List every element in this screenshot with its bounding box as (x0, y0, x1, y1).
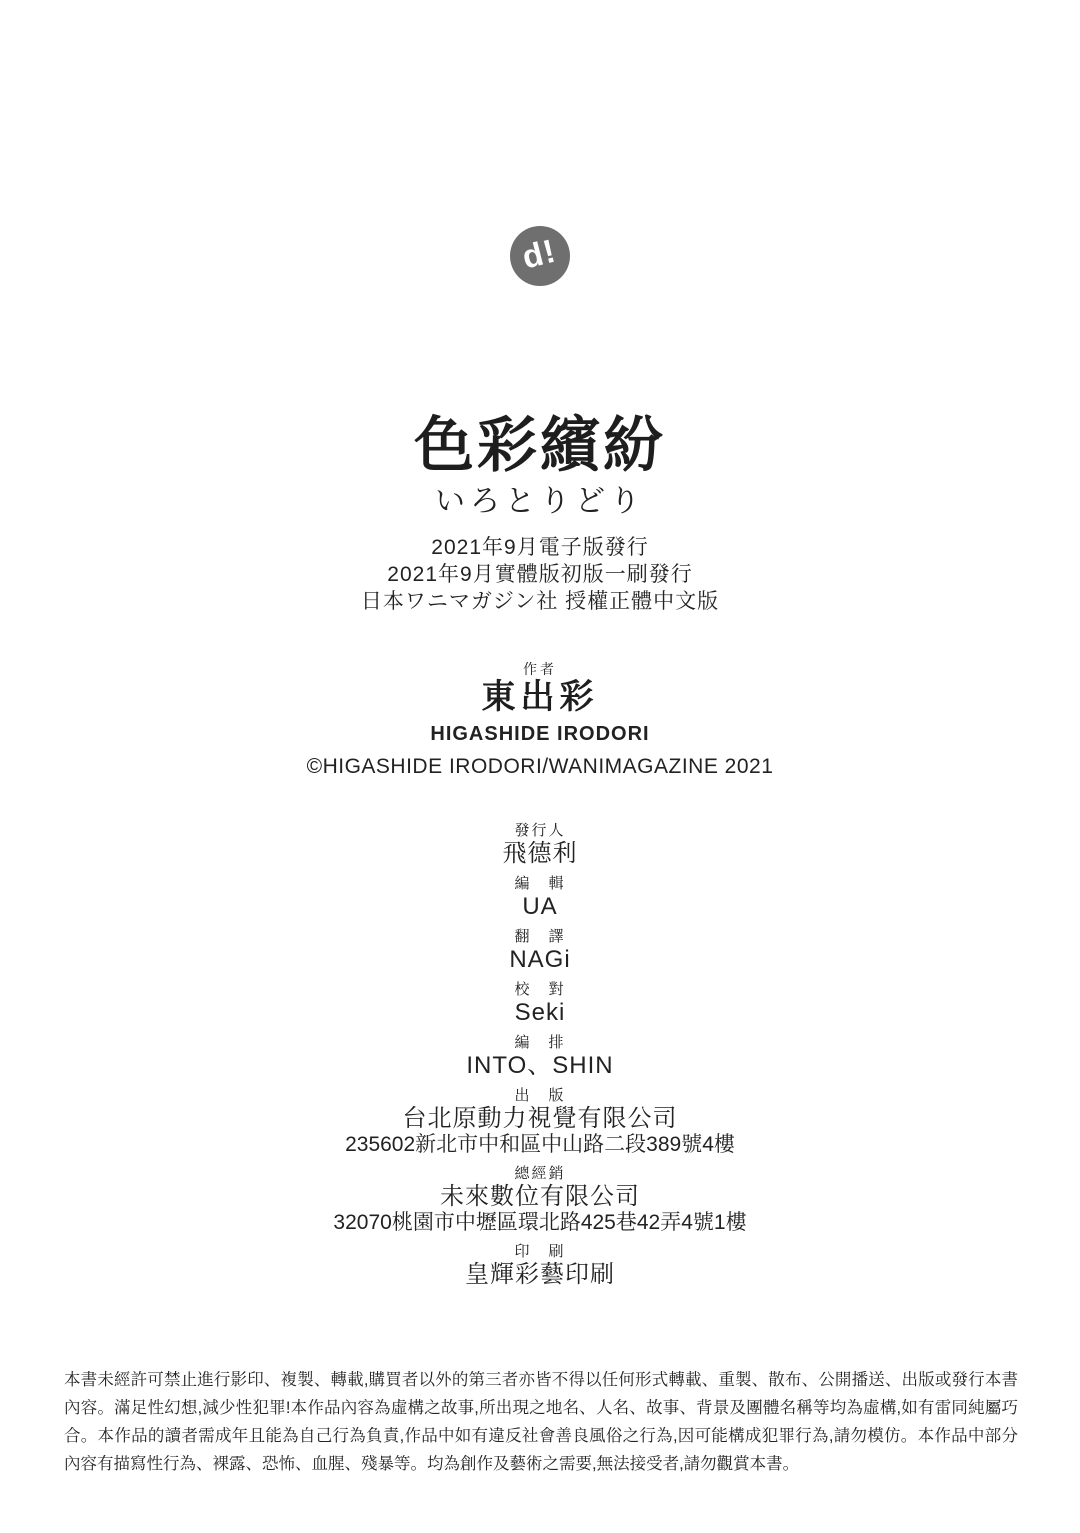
credit-layout (333, 1035, 746, 1079)
book-title: 色彩繽紛 (414, 412, 666, 479)
credit-issuer (333, 823, 746, 867)
d-exclamation-icon: d! (518, 231, 560, 276)
edition-line-license: 日本ワニマガジン社 授權正體中文版 (360, 590, 720, 613)
author-label: 作者 (523, 661, 557, 677)
book-title-kana: いろとりどり (435, 485, 645, 518)
author-name: 東出彩 (481, 678, 599, 716)
credit-printer (333, 1244, 746, 1288)
credit-value: 未來數位有限公司 (440, 1183, 640, 1210)
credit-proofreader (333, 982, 746, 1026)
credit-address: 32070桃園市中壢區環北路425巷42弄4號1樓 (333, 1211, 747, 1234)
credit-label: 翻 譯 (514, 928, 566, 945)
edition-line-print: 2021年9月實體版初版一刷發行 (387, 563, 693, 586)
credit-distributor (333, 1166, 746, 1235)
credit-value: INTO、SHIN (466, 1052, 614, 1079)
credit-label: 編 排 (514, 1034, 566, 1051)
publisher-logo (510, 226, 570, 286)
credit-publisher (333, 1088, 746, 1157)
credit-label: 印 刷 (514, 1243, 566, 1260)
credit-value: 台北原動力視覺有限公司 (402, 1105, 678, 1132)
credits-list (333, 823, 746, 1297)
credit-label: 發行人 (514, 822, 566, 839)
author-name-romanized: HIGASHIDE IRODORI (430, 723, 650, 745)
credit-label: 總經銷 (514, 1165, 566, 1182)
credit-value: UA (522, 893, 558, 920)
copyright-line: ©HIGASHIDE IRODORI/WANIMAGAZINE 2021 (306, 755, 774, 778)
credit-translator (333, 929, 746, 973)
credit-label: 校 對 (514, 981, 566, 998)
credit-label: 出 版 (514, 1087, 566, 1104)
edition-line-digital: 2021年9月電子版發行 (431, 536, 649, 559)
credit-value: 飛德利 (502, 840, 578, 867)
credit-value: 皇輝彩藝印刷 (465, 1261, 615, 1288)
credit-value: NAGi (509, 946, 571, 973)
credit-editor (333, 876, 746, 920)
legal-disclaimer: 本書未經許可禁止進行影印、複製、轉載,購買者以外的第三者亦皆不得以任何形式轉載、重製、散布、公開播送、出版或發行本書內容。滿足性幻想,減少性犯罪!本作品內容為虛構之故事,所出現之地名、人名、故事、背景及團體名稱等均為虛構,如有雷同純屬巧合。本作品的讀者需成年且能為自己行為負責,作品中如有違反社會善良風俗之行為,因可能構成犯罪行為,請勿模仿。本作品中部分內容有描寫性行為、裸露、恐怖、血腥、殘暴等。均為創作及藝術之需要,無法接受者,請勿觀賞本書。 (64, 1371, 1018, 1473)
credit-label: 編 輯 (514, 875, 566, 892)
edition-info (361, 534, 719, 615)
credit-address: 235602新北市中和區中山路二段389號4樓 (345, 1133, 735, 1156)
credit-value: Seki (514, 999, 566, 1026)
